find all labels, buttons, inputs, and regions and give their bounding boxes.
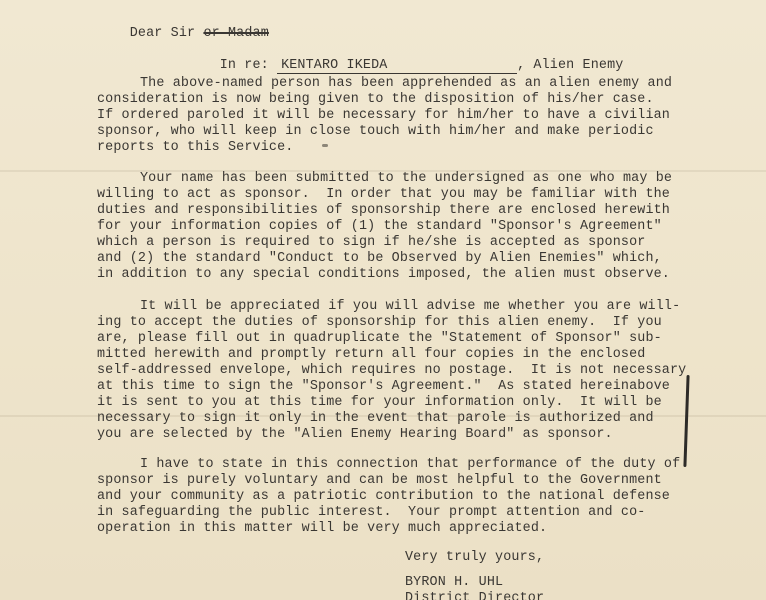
body-line: willing to act as sponsor. In order that you may be familiar with the — [97, 187, 670, 202]
body-line: are, please fill out in quadruplicate the "Statement of Sponsor" sub- — [97, 331, 662, 346]
body-line: The above-named person has been apprehended as an alien enemy and — [140, 76, 673, 91]
body-line: It will be appreciated if you will advise me whether you are will- — [140, 299, 681, 314]
margin-pen-mark — [683, 375, 689, 467]
body-line: in safeguarding the public interest. Your prompt attention and co- — [97, 505, 646, 520]
body-line: I have to state in this connection that performance of the duty of — [140, 457, 681, 472]
ink-smudge — [322, 144, 328, 147]
body-line: sponsor, who will keep in close touch with him/her and make periodic — [97, 124, 654, 139]
body-line: necessary to sign it only in the event that parole is authorized and — [97, 411, 654, 426]
body-line: which a person is required to sign if he/she is accepted as sponsor — [97, 235, 646, 250]
re-prefix: In re: — [219, 58, 278, 73]
salutation-prefix: Dear Sir — [129, 26, 196, 41]
body-line: duties and responsibilities of sponsorship there are enclosed herewith — [97, 203, 670, 218]
re-name-field — [277, 59, 517, 74]
body-line: sponsor is purely voluntary and can be most helpful to the Government — [97, 473, 662, 488]
body-line: operation in this matter will be very much appreciated. — [97, 521, 548, 536]
body-line: for your information copies of (1) the standard "Sponsor's Agreement" — [97, 219, 662, 234]
body-line: it is sent to you at this time for your information only. It will be — [97, 395, 662, 410]
body-line: you are selected by the "Alien Enemy Hearing Board" as sponsor. — [97, 427, 613, 442]
salutation-struck-text: or Madam — [203, 26, 269, 41]
signer-title: District Director — [405, 591, 545, 600]
body-line: ing to accept the duties of sponsorship for this alien enemy. If you — [97, 315, 662, 330]
closing: Very truly yours, — [405, 550, 545, 565]
signer-name: BYRON H. UHL — [405, 575, 504, 590]
body-line: If ordered paroled it will be necessary for him/her to have a civilian — [97, 108, 670, 123]
body-line: reports to this Service. — [97, 140, 294, 155]
body-line: and (2) the standard "Conduct to be Observed by Alien Enemies" which, — [97, 251, 662, 266]
body-line: self-addressed envelope, which requires no postage. It is not necessary — [97, 363, 687, 378]
body-line: Your name has been submitted to the undersigned as one who may be — [140, 171, 673, 186]
body-line: and your community as a patriotic contribution to the national defense — [97, 489, 670, 504]
body-line: consideration is now being given to the disposition of his/her case. — [97, 92, 654, 107]
body-line: in addition to any special conditions imposed, the alien must observe. — [97, 267, 670, 282]
re-suffix: , Alien Enemy — [517, 58, 624, 73]
re-name: KENTARO IKEDA — [281, 58, 388, 73]
body-line: mitted herewith and promptly return all four copies in the enclosed — [97, 347, 646, 362]
body-line: at this time to sign the "Sponsor's Agreement." As stated hereinabove — [97, 379, 670, 394]
